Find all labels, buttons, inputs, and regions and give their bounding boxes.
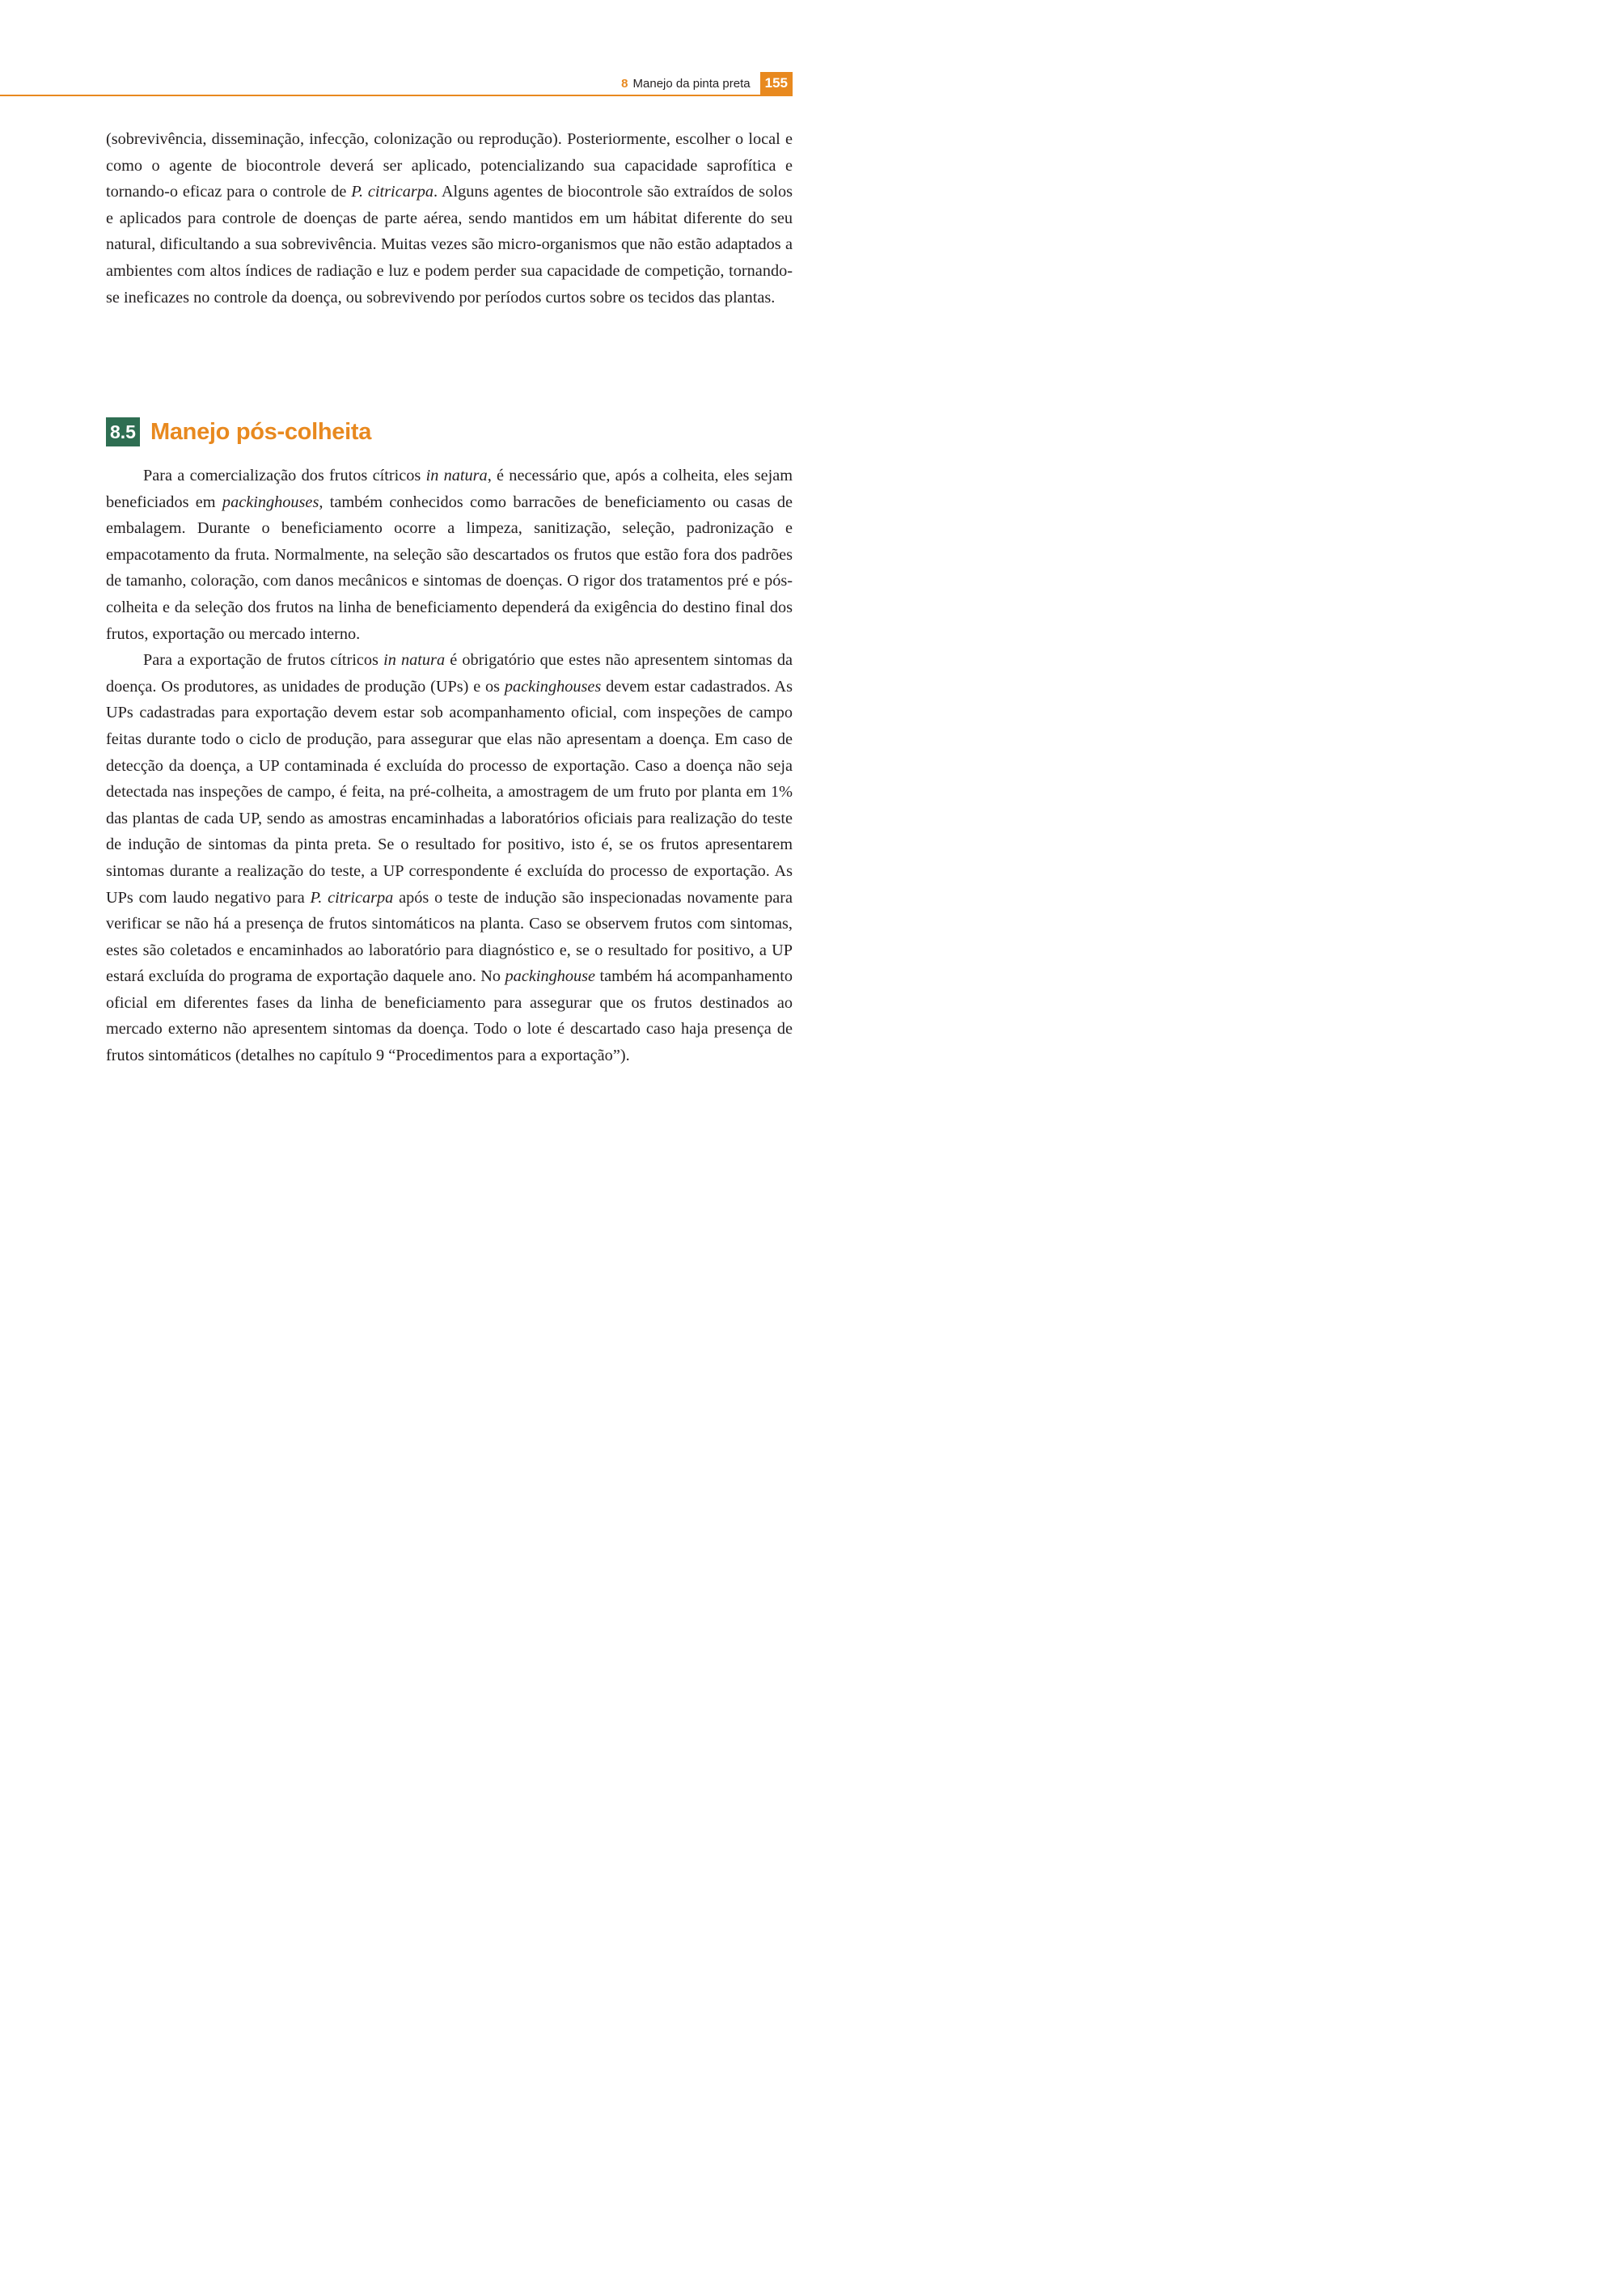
section-heading xyxy=(106,417,371,446)
top-paragraph-block xyxy=(106,126,793,311)
italic-term: packinghouse xyxy=(505,967,596,986)
italic-term: in natura xyxy=(425,467,488,484)
running-header xyxy=(0,71,793,95)
text-run: também há acompanhamento oficial em diferentes fases da linha de beneficiamento para assegurar que os frutos destinados ao mercado externo não apresentem sintomas da doença. Todo o lote é descartado caso haja presença de frutos sintomáticos (detalhes no capítulo 9 “Procedimentos para a exportação”). xyxy=(106,967,793,1065)
text-run: (sobrevivência, disseminação, infecção, colonização ou reprodução). Posteriormente, escolher o local e como o agente de biocontrole deverá ser aplicado, potencializando sua capacidade saprofítica e tornando-o eficaz para o controle de xyxy=(106,130,793,201)
section-title: Manejo pós-colheita xyxy=(150,418,372,445)
paragraph-1 xyxy=(106,463,793,647)
top-paragraph xyxy=(106,126,793,311)
species-name: P. citricarpa xyxy=(310,888,394,907)
text-run: devem estar cadastrados. As UPs cadastradas para exportação devem estar sob acompanhamento oficial, com inspeções de campo feitas durante todo o ciclo de produção, para assegurar que elas não apresentam a doença. Em caso de detecção da doença, a UP contaminada é excluída do processo de exportação. Caso a doença não seja detectada nas inspeções de campo, é feita, na pré-colheita, a amostragem de um fruto por planta em 1% das plantas de cada UP, sendo as amostras encaminhadas a laboratórios oficiais para realização do teste de indução de sintomas da pinta preta. Se o resultado for positivo, isto é, se os frutos apresentarem sintomas durante a realização do teste, a UP correspondente é excluída do processo de exportação. As UPs com laudo negativo para xyxy=(106,677,793,907)
text-run: após o teste de indução são inspecionadas novamente para verificar se não há a presença de frutos sintomáticos na planta. Caso se observem frutos com sintomas, estes são coletados e encaminhados ao laboratório para diagnóstico e, se o resultado for positivo, a UP estará excluída do programa de exportação daquele ano. No xyxy=(106,888,793,986)
italic-term: packinghouses xyxy=(222,493,319,511)
chapter-title: Manejo da pinta preta xyxy=(632,76,751,91)
text-run: . Alguns agentes de biocontrole são extraídos de solos e aplicados para controle de doenças de parte aérea, sendo mantidos em um hábitat diferente do seu natural, dificultando a sua sobrevivência. Muitas vezes são micro-organismos que não estão adaptados a ambientes com altos índices de radiação e luz e podem perder sua capacidade de competição, tornando-se ineficazes no controle da doença, ou sobrevivendo por períodos curtos sobre os tecidos das plantas. xyxy=(106,183,793,307)
species-name: P. citricarpa xyxy=(351,183,434,201)
text-run: é obrigatório que estes não apresentem sintomas da doença. Os produtores, as unidades de produção (UPs) e os xyxy=(106,651,793,696)
chapter-number: 8 xyxy=(621,76,628,91)
text-run: Para a exportação de frutos cítricos xyxy=(143,651,384,670)
paragraph-2 xyxy=(106,647,793,1069)
section-body xyxy=(106,463,793,1069)
header-rule xyxy=(0,95,793,96)
page-number: 155 xyxy=(760,72,793,95)
text-run: , também conhecidos como barracões de beneficiamento ou casas de embalagem. Durante o beneficiamento ocorre a limpeza, sanitização, seleção, padronização e empacotamento da fruta. Normalmente, na seleção são descartados os frutos que estão fora dos padrões de tamanho, coloração, com danos mecânicos e sintomas de doenças. O rigor dos tratamentos pré e pós-colheita e da seleção dos frutos na linha de beneficiamento dependerá da exigência do destino final dos frutos, exportação ou mercado interno. xyxy=(106,493,793,643)
section-number: 8.5 xyxy=(106,417,140,446)
text-run: , é necessário que, após a colheita, eles sejam beneficiados em xyxy=(106,467,793,511)
italic-term: packinghouses xyxy=(504,677,602,696)
text-run: Para a comercialização dos frutos cítricos xyxy=(143,467,426,484)
italic-term: in natura xyxy=(383,651,446,670)
